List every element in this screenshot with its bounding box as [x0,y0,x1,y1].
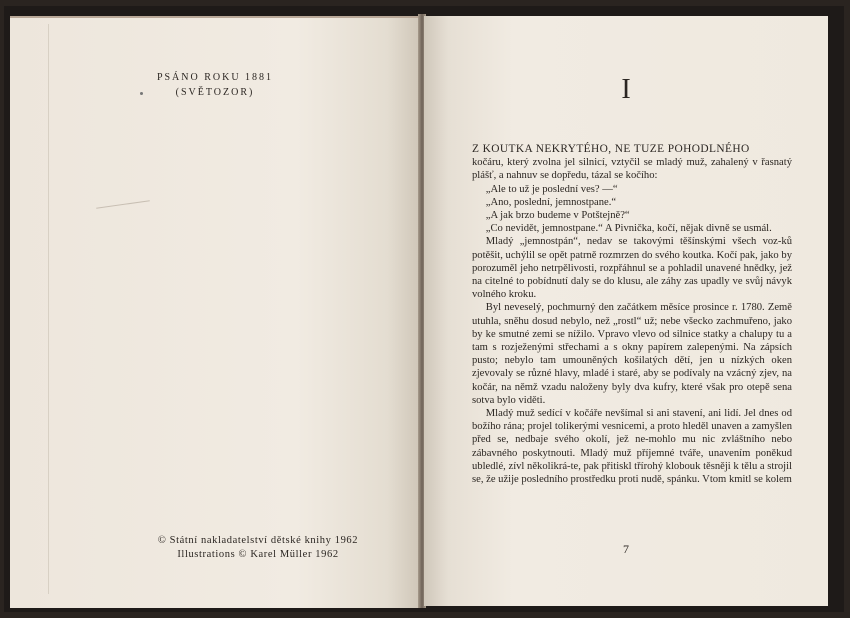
paragraph: „Co nevidět, jemnostpane.“ A Pivnička, kočí, nějak divně se usmál. [485,223,772,235]
page-edge-line [48,24,49,594]
paragraph: Mladý „jemnostpán“, nedav se takovými těšínskými všech voz-ků potěšit, uchýlil se opět patrně rozmrzen do svého koutka. Kočí pak, jako by porozuměl jeho netrpělivosti, rozpřáhnul se a pohladil unavené hnědky, jež na citelné to pobídnutí daly se do klusu, ale záhy zas upadly ve svůj návyk volného kroku. [472,236,792,301]
left-page [10,16,420,608]
right-page [424,16,828,606]
paragraph: „Ale to už je poslední ves? —“ [485,183,618,195]
paragraph: „Ano, poslední, jemnostpane.“ [485,196,617,208]
page-number: 7 [623,542,629,556]
book-spread [4,6,844,612]
paragraph: Mladý muž sedící v kočáře nevšímal si ani stavení, ani lidí. Jel dnes od božího rána; projel tolikerými vesnicemi, a proto hleděl unaven a zamyšlen před se, nedbaje svého okolí, jež ne-mohlo mu nic zvláštního nebo zábavného poskytnouti. Mladý muž příjemné tváře, unavením poněkud ubledlé, zívl několikrá-te, pak přitiskl třírohý klobouk těsněji k tělu a strojil se, že užije posledního prostředku proti nudě, spánku. Vtom kmitl se kolem [472,408,792,486]
paragraph: Byl neveselý, pochmurný den začátkem měsíce prosince r. 1780. Země utuhla, sněhu dosud nebylo, než „rostl“ už; nebe všecko zachmuřeno, jako by ke smutné zemi se nížilo. Vpravo vlevo od silnice statky a chalupy tu a tam s rozježenými střechami a s okny papírem zalepenými. Na zápsích pusto; nebylo tam umouněných košilatých dětí, jen u nízkých oken zjevovaly se různé hlavy, mladé i staré, aby se podívaly na vzácný zjev, na kočár, na němž vzadu naloženy byly dva kufry, které však pro otepě sena sotva bylo viděti. [472,302,792,406]
paragraph: kočáru, který zvolna jel silnicí, vztyčil se mladý muž, zahalený v řasnatý plášť, a nahnuv se dopředu, tázal se kočího: [472,157,792,182]
paragraph: „A jak brzo budeme v Potštejně?“ [485,210,630,222]
illustrations-copyright: Illustrations © Karel Müller 1962 [177,549,339,560]
publisher-copyright: © Státní nakladatelství dětské knihy 1962 [157,535,359,546]
chapter-text [472,143,792,486]
publication-note [10,70,420,100]
opening-line: Z KOUTKA NEKRYTÉHO, NE TUZE POHODLNÉHO [472,143,750,155]
page-scratch [96,200,150,209]
chapter-heading: I [621,74,631,105]
source-line: (SVĚTOZOR) [175,87,255,98]
written-year-line: PSÁNO ROKU 1881 [156,72,274,83]
